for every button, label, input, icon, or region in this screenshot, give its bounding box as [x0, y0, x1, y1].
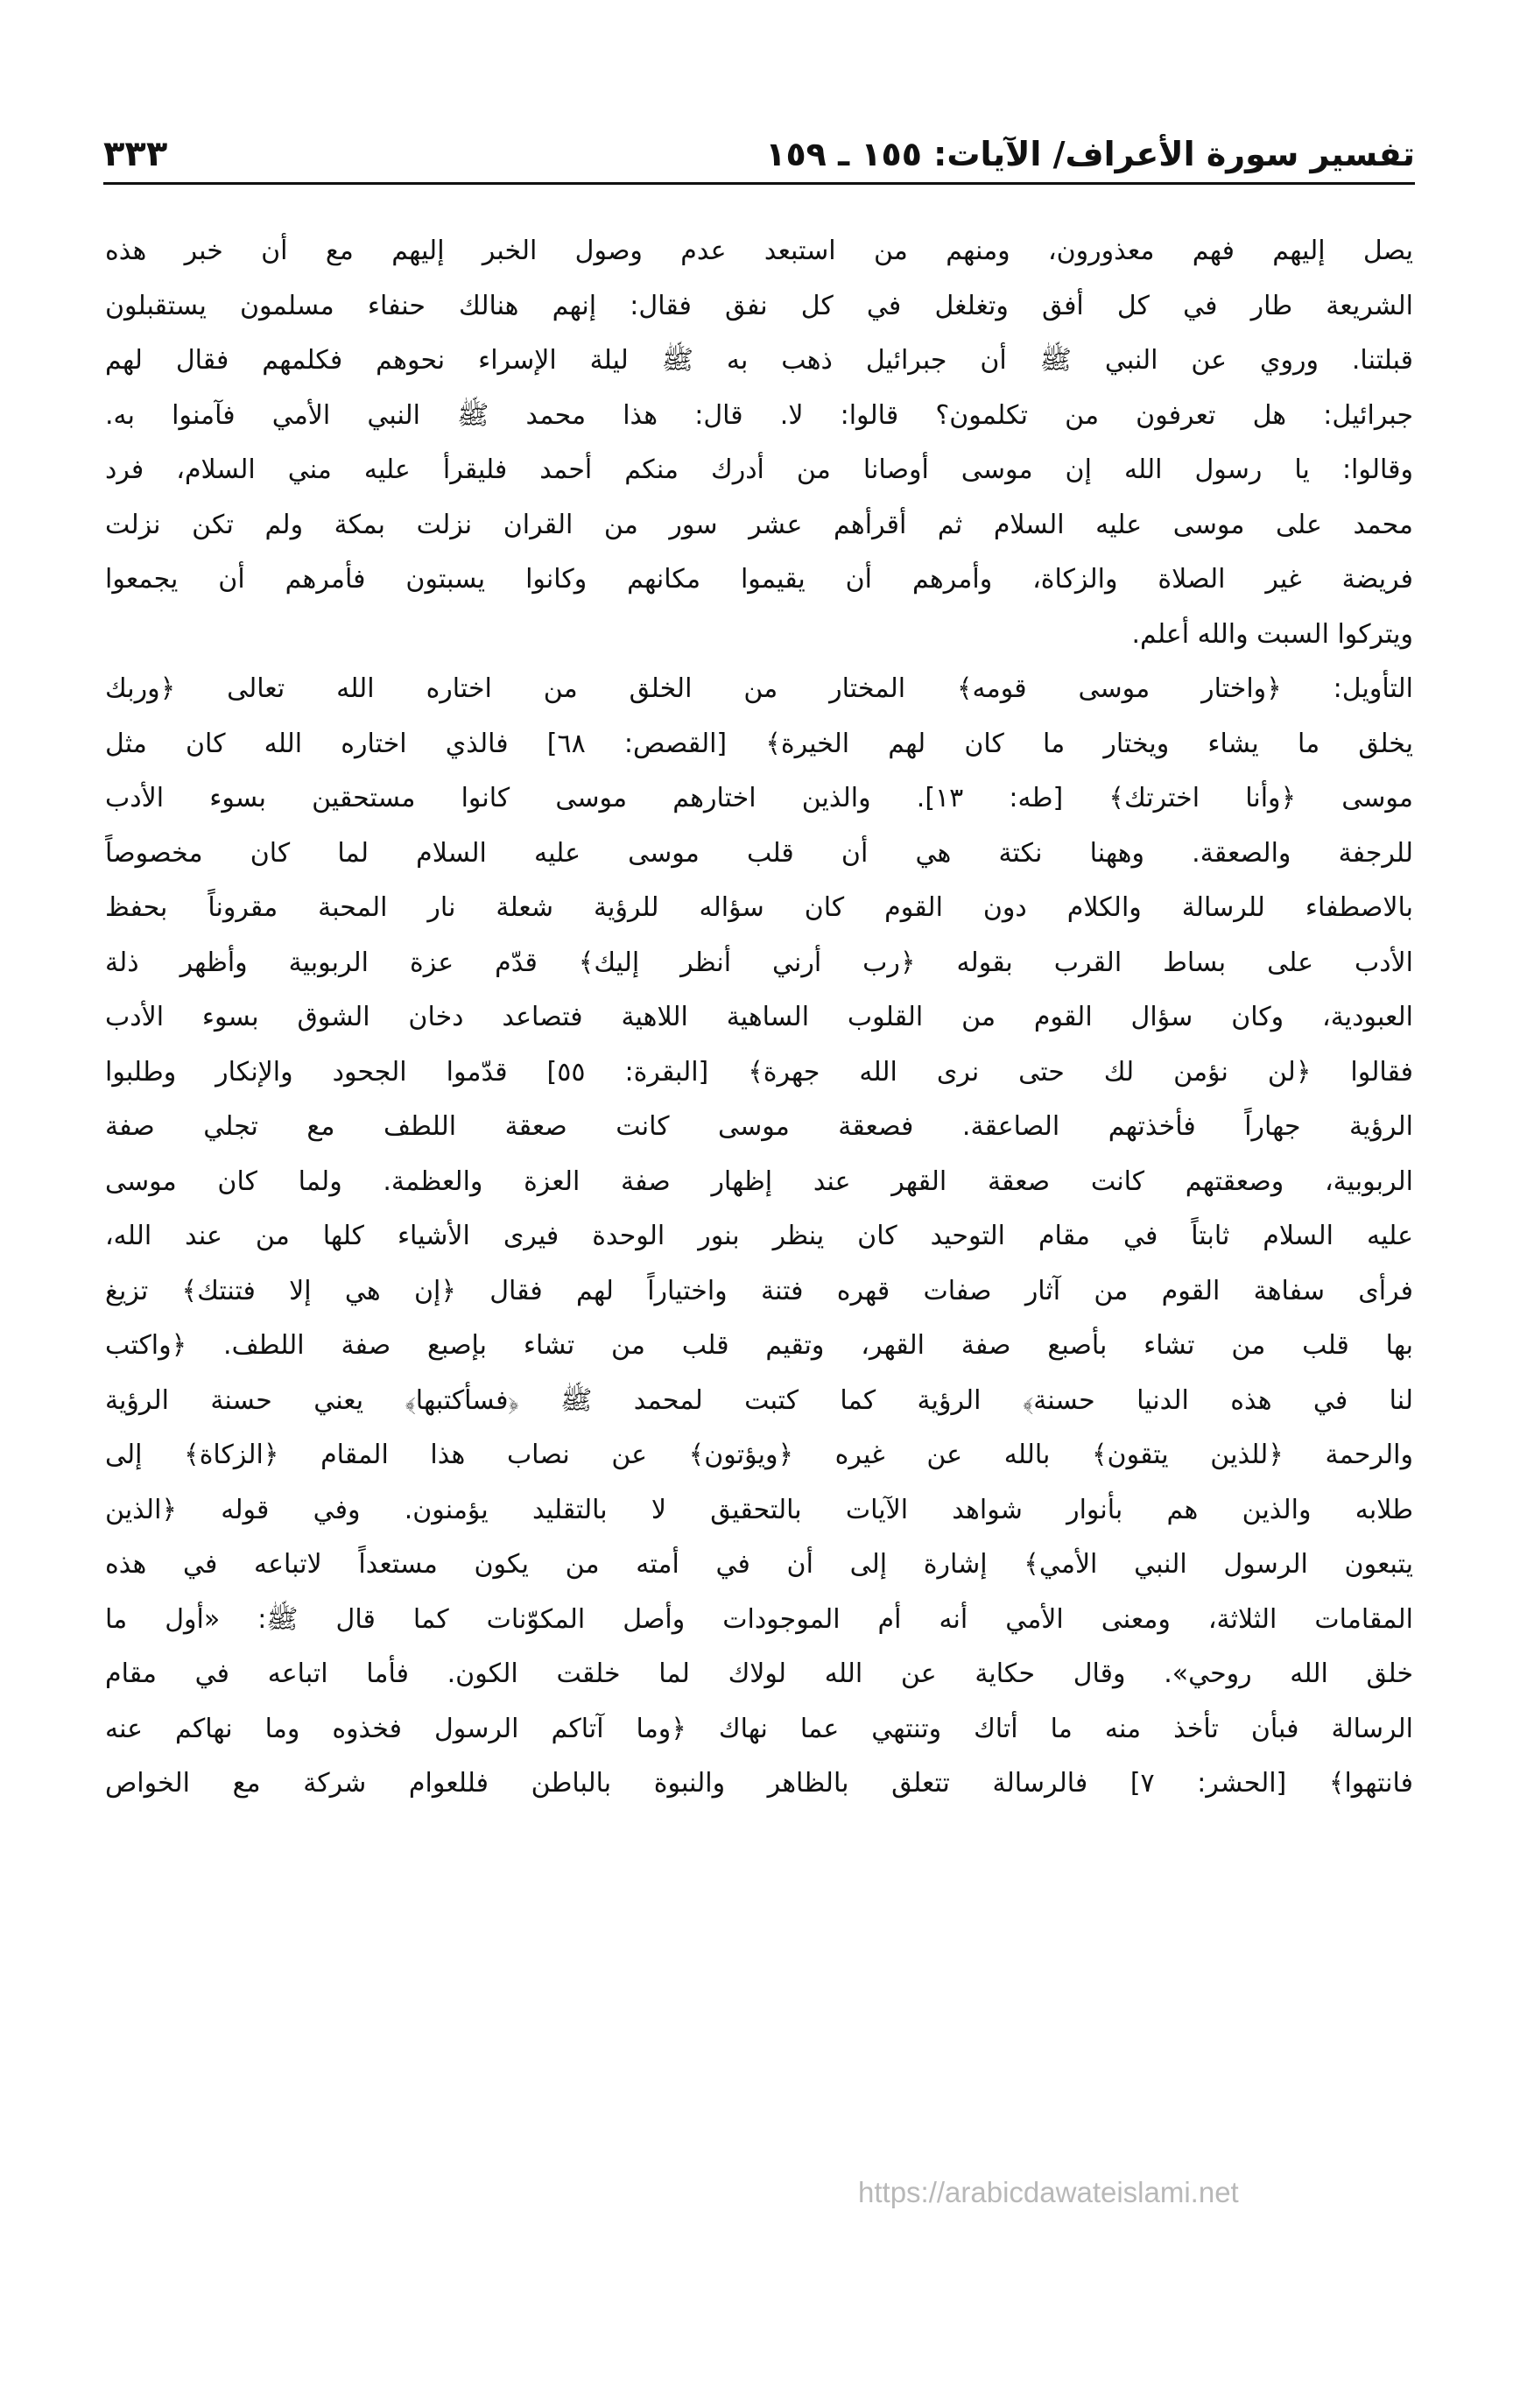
text-line: العبودية، وكان سؤال القوم من القلوب الساهية اللاهية فتصاعد دخان الشوق بسوء الأدب — [105, 1002, 1413, 1032]
text-line: التأويل: ﴿واختار موسى قومه﴾ المختار من الخلق من اختاره الله تعالى ﴿وربك — [105, 673, 1413, 704]
text-line: للرجفة والصعقة. وههنا نكتة هي أن قلب موسى عليه السلام لما كان مخصوصاً — [105, 837, 1413, 869]
text-line: ويتركوا السبت والله أعلم. — [1131, 618, 1413, 650]
text-line: عليه السلام ثابتاً في مقام التوحيد كان ينظر بنور الوحدة فيرى الأشياء كلها من عند الله، — [105, 1221, 1413, 1251]
text-line: فريضة غير الصلاة والزكاة، وأمرهم أن يقيموا مكانهم وكانوا يسبتون فأمرهم أن يجمعوا — [105, 564, 1413, 595]
text-line: الرؤية جهاراً فأخذتهم الصاعقة. فصعقة موسى كانت صعقة اللطف مع تجلي صفة — [105, 1111, 1413, 1142]
text-line: طلابه والذين هم بأنوار شواهد الآيات بالتحقيق لا بالتقليد يؤمنون. وفي قوله ﴿الذين — [105, 1494, 1413, 1525]
text-line: لنا في هذه الدنيا حسنة﴾ الرؤية كما كتبت لمحمد ﷺ ﴿فسأكتبها﴾ يعني حسنة الرؤية — [105, 1384, 1413, 1416]
text-line: المقامات الثلاثة، ومعنى الأمي أنه أم الموجودات وأصل المكوّنات كما قال ﷺ: «أول ما — [105, 1603, 1413, 1635]
running-header — [103, 130, 1415, 185]
text-line: خلق الله روحي». وقال حكاية عن الله لولاك لما خلقت الكون. فأما اتباعه في مقام — [105, 1658, 1413, 1689]
text-line: الشريعة طار في كل أفق وتغلغل في كل نفق فقال: إنهم هنالك حنفاء مسلمون يستقبلون — [105, 290, 1413, 321]
page-number: ٣٣٣ — [103, 134, 168, 174]
text-line: يصل إليهم فهم معذورون، ومنهم من استبعد عدم وصول الخبر إليهم مع أن خبر هذه — [105, 236, 1413, 266]
text-line: الأدب على بساط القرب بقوله ﴿رب أرني أنظر إليك﴾ قدّم عزة الربوبية وأظهر ذلة — [105, 947, 1413, 978]
text-line: بالاصطفاء للرسالة والكلام دون القوم كان سؤاله للرؤية شعلة نار المحبة مقروناً بحفظ — [105, 892, 1413, 923]
text-line: الربوبية، وصعقتهم كانت صعقة القهر عند إظهار صفة العزة والعظمة. ولما كان موسى — [105, 1165, 1413, 1197]
text-line: الرسالة فبأن تأخذ منه ما أتاك وتنتهي عما نهاك ﴿وما آتاكم الرسول فخذوه وما نهاكم عنه — [105, 1713, 1413, 1744]
text-line: قبلتنا. وروي عن النبي ﷺ أن جبرائيل ذهب به ﷺ ليلة الإسراء نحوهم فكلمهم فقال لهم — [105, 345, 1413, 376]
text-line: يخلق ما يشاء ويختار ما كان لهم الخيرة﴾ [القصص: ٦٨] فالذي اختاره الله كان مثل — [105, 728, 1413, 759]
text-line: والرحمة ﴿للذين يتقون﴾ بالله عن غيره ﴿ويؤتون﴾ عن نصاب هذا المقام ﴿الزكاة﴾ إلى — [105, 1440, 1413, 1470]
text-line: موسى ﴿وأنا اخترتك﴾ [طه: ١٣]. والذين اختارهم موسى كانوا مستحقين بسوء الأدب — [105, 783, 1413, 813]
text-line: يتبعون الرسول النبي الأمي﴾ إشارة إلى أن في أمته من يكون مستعداً لاتباعه في هذه — [105, 1549, 1413, 1580]
text-line: محمد على موسى عليه السلام ثم أقرأهم عشر سور من القران نزلت بمكة ولم تكن نزلت — [105, 509, 1413, 540]
text-line: فانتهوا﴾ [الحشر: ٧] فالرسالة تتعلق بالظاهر والنبوة بالباطن فللعوام شركة مع الخواص — [105, 1768, 1413, 1799]
body-text — [105, 224, 1413, 1812]
text-line: جبرائيل: هل تعرفون من تكلمون؟ قالوا: لا. قال: هذا محمد ﷺ النبي الأمي فآمنوا به. — [105, 399, 1413, 431]
watermark: https://arabicdawateislami.net — [858, 2176, 1239, 2208]
header-title: تفسير سورة الأعراف/ الآيات: ١٥٥ ـ ١٥٩ — [765, 135, 1415, 173]
text-line: فقالوا ﴿لن نؤمن لك حتى نرى الله جهرة﴾ [البقرة: ٥٥] قدّموا الجحود والإنكار وطلبوا — [105, 1056, 1413, 1088]
text-line: بها قلب من تشاء بأصبع صفة القهر، وتقيم قلب من تشاء بإصبع صفة اللطف. ﴿واكتب — [105, 1330, 1413, 1361]
text-line: فرأى سفاهة القوم من آثار صفات قهره فتنة واختياراً لهم فقال ﴿إن هي إلا فتنتك﴾ تزيغ — [105, 1275, 1413, 1306]
text-line: وقالوا: يا رسول الله إن موسى أوصانا من أدرك منكم أحمد فليقرأ عليه مني السلام، فرد — [105, 454, 1413, 485]
